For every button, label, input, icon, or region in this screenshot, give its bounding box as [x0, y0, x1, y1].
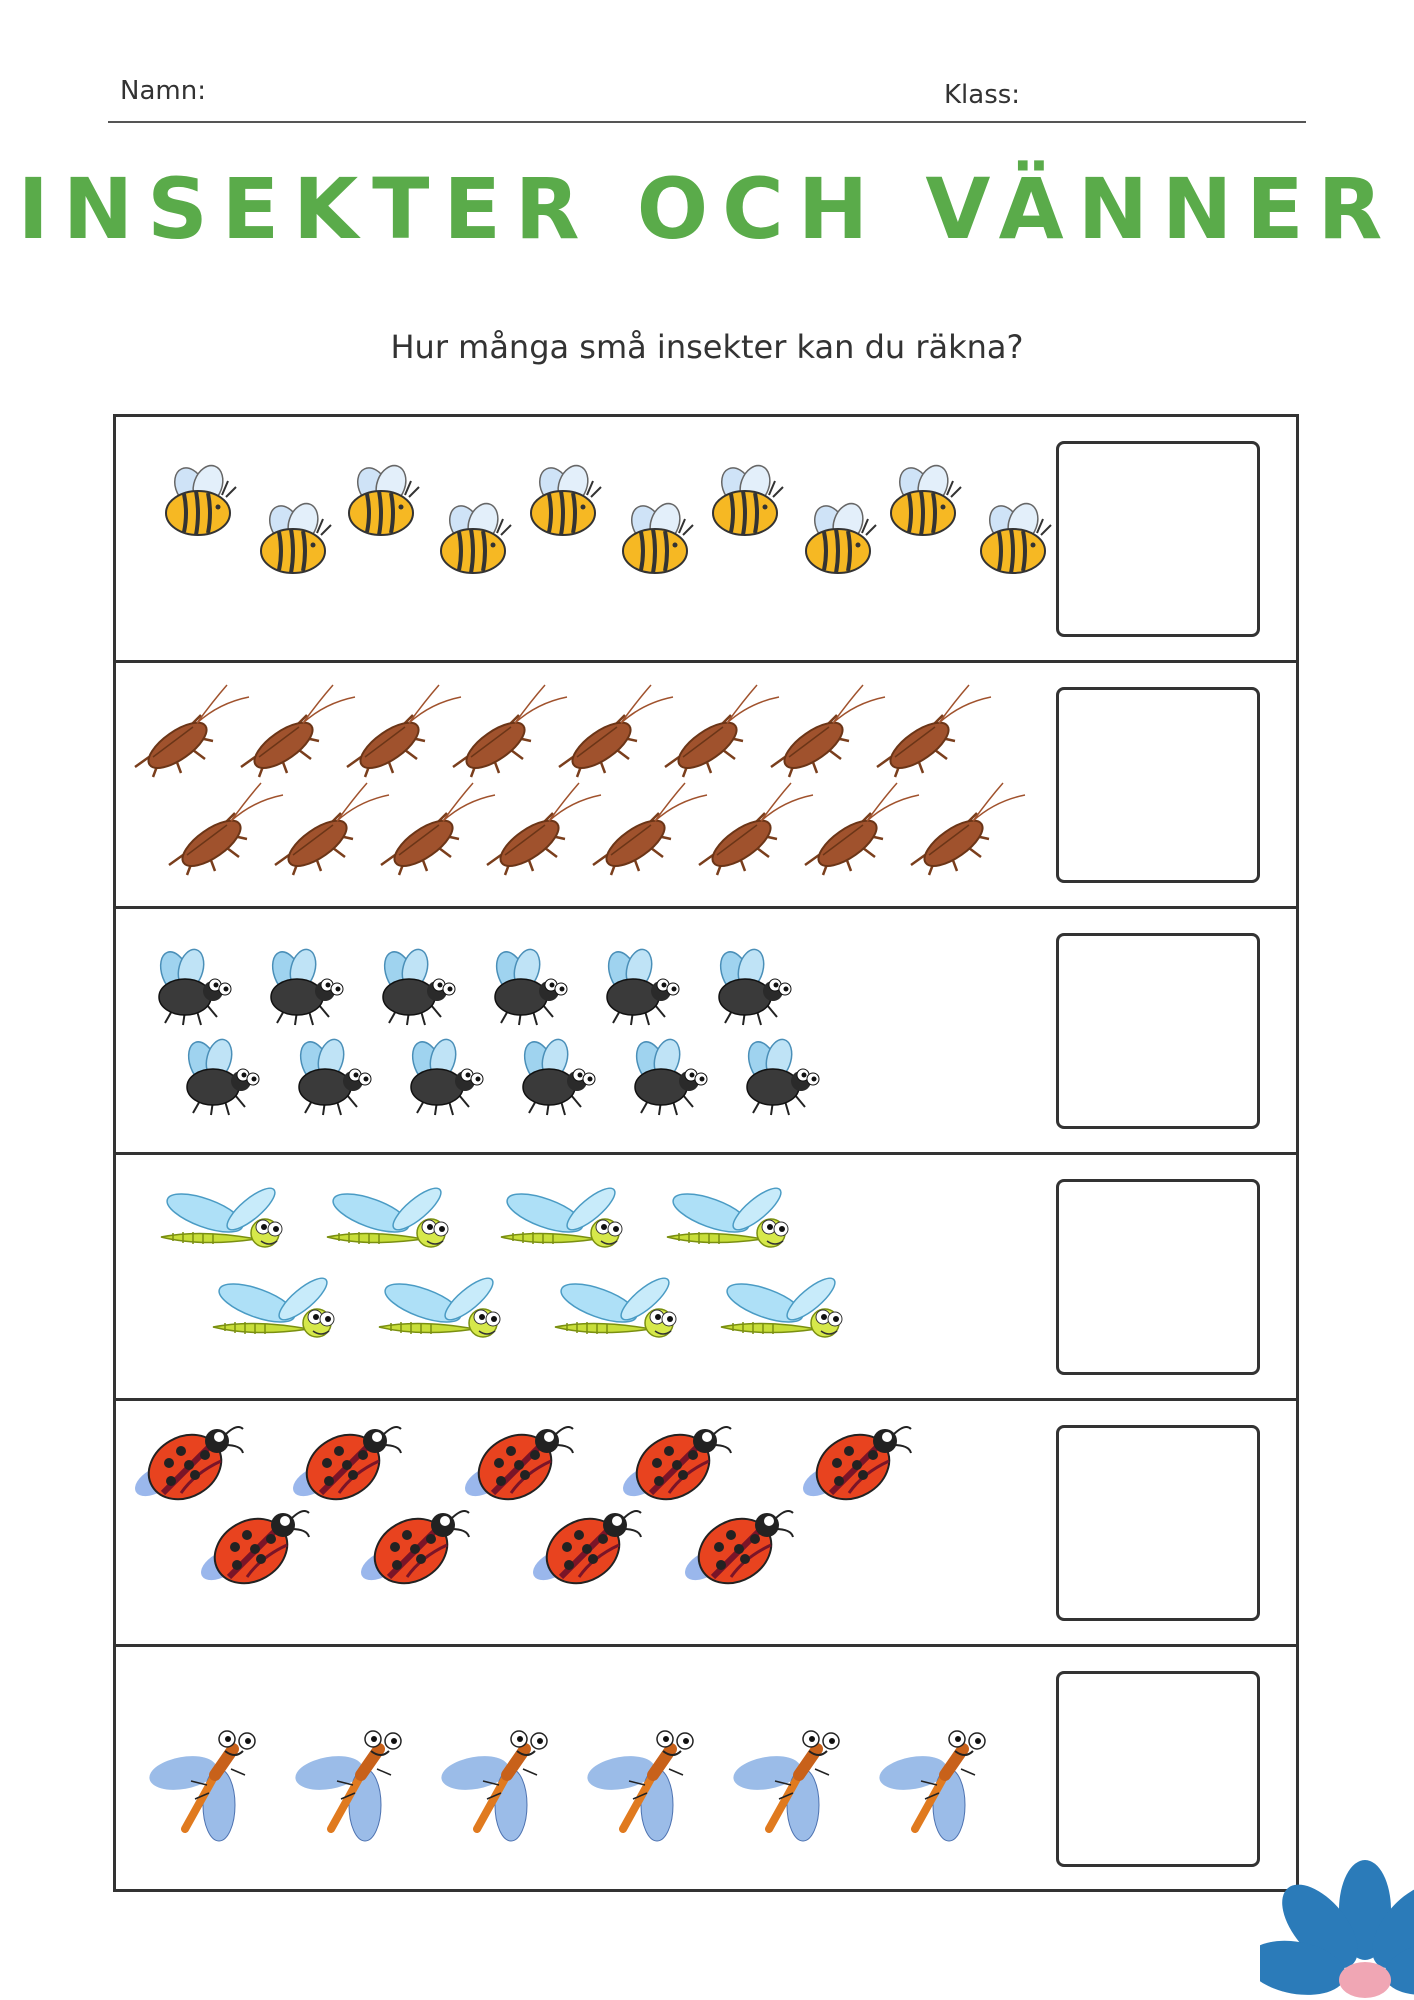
damselfly-icon — [731, 1731, 839, 1841]
cockroach-icon — [135, 685, 249, 777]
fly-icon — [155, 947, 231, 1025]
fly-icon — [743, 1037, 819, 1115]
fly-icon — [631, 1037, 707, 1115]
row-ladybugs — [116, 1401, 1296, 1647]
fly-icon — [267, 947, 343, 1025]
bee-icon — [623, 499, 693, 573]
cockroach-icon — [347, 685, 461, 777]
header-line — [108, 121, 1306, 123]
row-dragonflies — [116, 1155, 1296, 1401]
bee-icon — [531, 461, 601, 535]
cockroach-icon — [559, 685, 673, 777]
fly-icon — [295, 1037, 371, 1115]
answer-box-flies[interactable] — [1056, 933, 1260, 1129]
cockroach-icon — [699, 783, 813, 875]
fly-icon — [715, 947, 791, 1025]
ladybug-icon — [798, 1422, 911, 1512]
fly-icon — [379, 947, 455, 1025]
fly-group — [116, 909, 1166, 1155]
ladybug-icon — [130, 1422, 243, 1512]
fly-icon — [519, 1037, 595, 1115]
bee-group — [116, 417, 1166, 663]
flower-decoration-icon — [1260, 1850, 1414, 2000]
damselfly-icon — [877, 1731, 985, 1841]
class-label: Klass: — [944, 80, 1021, 110]
ladybug-icon — [528, 1506, 641, 1596]
fly-icon — [183, 1037, 259, 1115]
answer-box-bees[interactable] — [1056, 441, 1260, 637]
cockroach-icon — [453, 685, 567, 777]
ladybug-group — [116, 1401, 1166, 1647]
cockroach-icon — [593, 783, 707, 875]
cockroach-icon — [169, 783, 283, 875]
row-damselflies — [116, 1647, 1296, 1889]
row-bees — [116, 417, 1296, 663]
instruction-text: Hur många små insekter kan du räkna? — [390, 328, 1024, 366]
cockroach-icon — [771, 685, 885, 777]
bee-icon — [891, 461, 961, 535]
damselfly-icon — [439, 1731, 547, 1841]
cockroach-icon — [805, 783, 919, 875]
answer-box-dragonflies[interactable] — [1056, 1179, 1260, 1375]
cockroach-icon — [381, 783, 495, 875]
bee-icon — [166, 461, 236, 535]
cockroach-group — [116, 663, 1166, 909]
bee-icon — [441, 499, 511, 573]
row-cockroaches — [116, 663, 1296, 909]
dragonfly-group — [116, 1155, 1166, 1401]
cockroach-icon — [275, 783, 389, 875]
damselfly-icon — [147, 1731, 255, 1841]
page-title: INSEKTER OCH VÄNNER — [17, 160, 1397, 258]
dragonfly-icon — [161, 1182, 282, 1247]
dragonfly-icon — [327, 1182, 448, 1247]
ladybug-icon — [196, 1506, 309, 1596]
dragonfly-icon — [213, 1272, 334, 1337]
damselfly-icon — [293, 1731, 401, 1841]
bee-icon — [349, 461, 419, 535]
fly-icon — [603, 947, 679, 1025]
cockroach-icon — [487, 783, 601, 875]
ladybug-icon — [356, 1506, 469, 1596]
dragonfly-icon — [379, 1272, 500, 1337]
bee-icon — [261, 499, 331, 573]
answer-box-cockroaches[interactable] — [1056, 687, 1260, 883]
ladybug-icon — [680, 1506, 793, 1596]
cockroach-icon — [877, 685, 991, 777]
name-label: Namn: — [120, 76, 206, 106]
dragonfly-icon — [667, 1182, 788, 1247]
bee-icon — [981, 499, 1051, 573]
ladybug-icon — [618, 1422, 731, 1512]
counting-table — [113, 414, 1299, 1892]
dragonfly-icon — [721, 1272, 842, 1337]
bee-icon — [806, 499, 876, 573]
answer-box-damselflies[interactable] — [1056, 1671, 1260, 1867]
ladybug-icon — [460, 1422, 573, 1512]
fly-icon — [491, 947, 567, 1025]
damselfly-icon — [585, 1731, 693, 1841]
answer-box-ladybugs[interactable] — [1056, 1425, 1260, 1621]
ladybug-icon — [288, 1422, 401, 1512]
cockroach-icon — [241, 685, 355, 777]
cockroach-icon — [665, 685, 779, 777]
cockroach-icon — [911, 783, 1025, 875]
dragonfly-icon — [501, 1182, 622, 1247]
bee-icon — [713, 461, 783, 535]
damselfly-group — [116, 1647, 1166, 1889]
fly-icon — [407, 1037, 483, 1115]
row-flies — [116, 909, 1296, 1155]
dragonfly-icon — [555, 1272, 676, 1337]
